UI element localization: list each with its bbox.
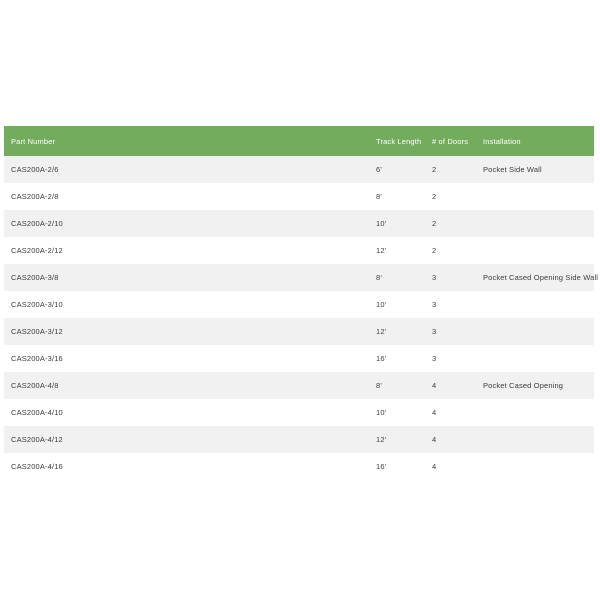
cell-part_number: CAS200A-4/8 xyxy=(11,381,59,390)
cell-installation xyxy=(481,453,594,480)
cell-part_number: CAS200A-2/10 xyxy=(11,219,63,228)
cell-part_number: CAS200A-4/10 xyxy=(11,408,63,417)
cell-track_length: 12' xyxy=(376,327,387,336)
cell-num_doors: 2 xyxy=(432,192,437,201)
cell-num_doors: 4 xyxy=(432,381,437,390)
cell-installation xyxy=(481,399,594,426)
cell-part_number: CAS200A-2/6 xyxy=(11,165,59,174)
cell-track_length: 16' xyxy=(376,462,387,471)
cell-installation xyxy=(481,237,594,264)
table-row xyxy=(4,399,594,426)
cell-num_doors: 2 xyxy=(432,246,437,255)
table-row xyxy=(4,210,594,237)
cell-num_doors: 3 xyxy=(432,273,437,282)
cell-installation: Pocket Side Wall xyxy=(483,165,542,174)
part-number-spec-table xyxy=(4,126,599,480)
cell-installation xyxy=(481,183,594,210)
cell-num_doors: 4 xyxy=(432,435,437,444)
cell-part_number: CAS200A-3/8 xyxy=(11,273,59,282)
cell-num_doors: 3 xyxy=(432,300,437,309)
table-header xyxy=(4,126,594,156)
cell-installation: Pocket Cased Opening Side Wall xyxy=(483,273,599,282)
table-row xyxy=(4,291,594,318)
table-row xyxy=(4,156,594,183)
cell-track_length: 10' xyxy=(376,219,387,228)
cell-part_number: CAS200A-2/12 xyxy=(11,246,63,255)
table-row xyxy=(4,183,594,210)
column-header-track-length: Track Length xyxy=(376,136,422,146)
cell-installation: Pocket Cased Opening xyxy=(483,381,564,390)
cell-installation xyxy=(481,291,594,318)
cell-num_doors: 4 xyxy=(432,462,437,471)
cell-installation xyxy=(481,318,594,345)
table-row xyxy=(4,453,594,480)
cell-track_length: 12' xyxy=(376,246,387,255)
cell-track_length: 8' xyxy=(376,192,382,201)
cell-num_doors: 2 xyxy=(432,165,437,174)
spec-table-container xyxy=(4,126,599,480)
cell-installation xyxy=(481,210,594,237)
table-row xyxy=(4,426,594,453)
cell-track_length: 10' xyxy=(376,408,387,417)
cell-installation xyxy=(481,426,594,453)
cell-part_number: CAS200A-3/12 xyxy=(11,327,63,336)
table-row xyxy=(4,345,594,372)
table-row xyxy=(4,318,594,345)
cell-part_number: CAS200A-4/12 xyxy=(11,435,63,444)
cell-part_number: CAS200A-3/16 xyxy=(11,354,63,363)
column-header-part-number: Part Number xyxy=(11,136,56,146)
column-header-num-doors: # of Doors xyxy=(432,136,469,146)
cell-part_number: CAS200A-3/10 xyxy=(11,300,63,309)
cell-num_doors: 4 xyxy=(432,408,437,417)
table-header-row xyxy=(4,126,594,156)
table-row xyxy=(4,264,594,291)
cell-track_length: 12' xyxy=(376,435,387,444)
table-row xyxy=(4,372,594,399)
column-header-installation: Installation xyxy=(483,136,521,146)
cell-track_length: 8' xyxy=(376,381,382,390)
cell-num_doors: 2 xyxy=(432,219,437,228)
cell-track_length: 10' xyxy=(376,300,387,309)
cell-num_doors: 3 xyxy=(432,327,437,336)
cell-part_number: CAS200A-2/8 xyxy=(11,192,59,201)
cell-part_number: CAS200A-4/16 xyxy=(11,462,63,471)
cell-track_length: 8' xyxy=(376,273,382,282)
cell-track_length: 16' xyxy=(376,354,387,363)
cell-num_doors: 3 xyxy=(432,354,437,363)
table-row xyxy=(4,237,594,264)
table-body xyxy=(4,156,599,480)
cell-track_length: 6' xyxy=(376,165,382,174)
cell-installation xyxy=(481,345,594,372)
